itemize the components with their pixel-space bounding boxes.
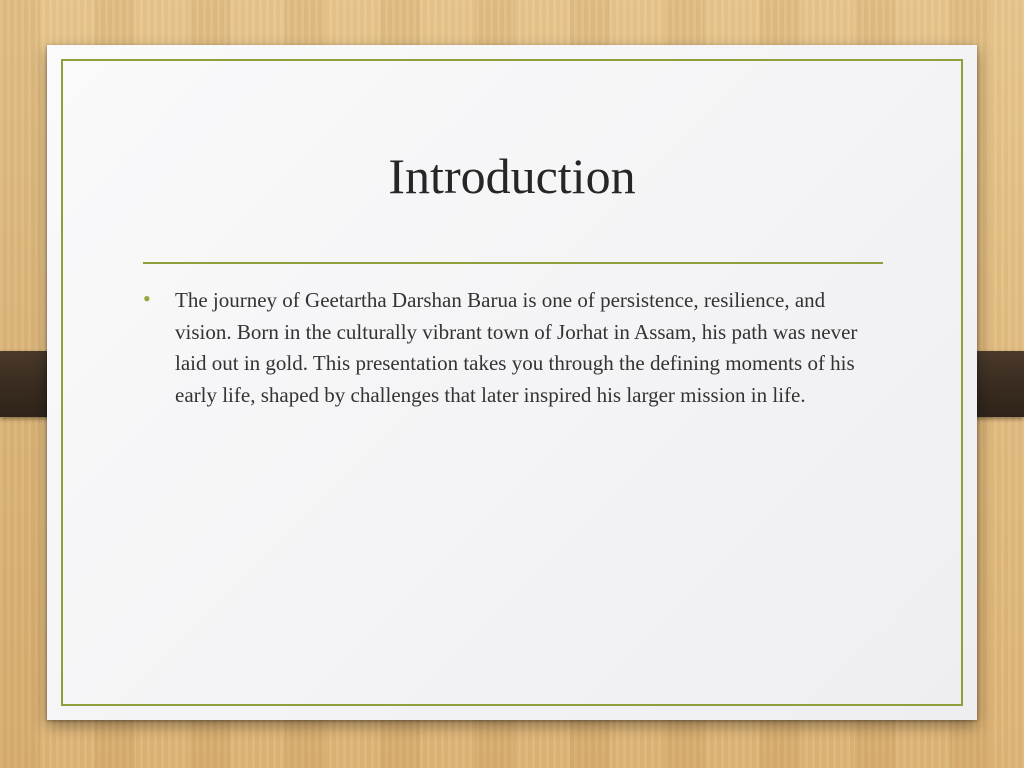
slide-card [47, 45, 977, 720]
bullet-list [143, 285, 883, 411]
bullet-marker: • [143, 286, 151, 311]
slide-title: Introduction [388, 148, 636, 204]
title-divider [143, 262, 883, 264]
bullet-item [143, 285, 883, 411]
bullet-text: The journey of Geetartha Darshan Barua is one of persistence, resilience, and vision. Born in the culturally vibrant town of Jorhat in Assam, his path was never laid out in gold. This presentation takes you through the defining moments of his early life, shaped by challenges that later inspired his larger mission in life. [175, 288, 858, 407]
